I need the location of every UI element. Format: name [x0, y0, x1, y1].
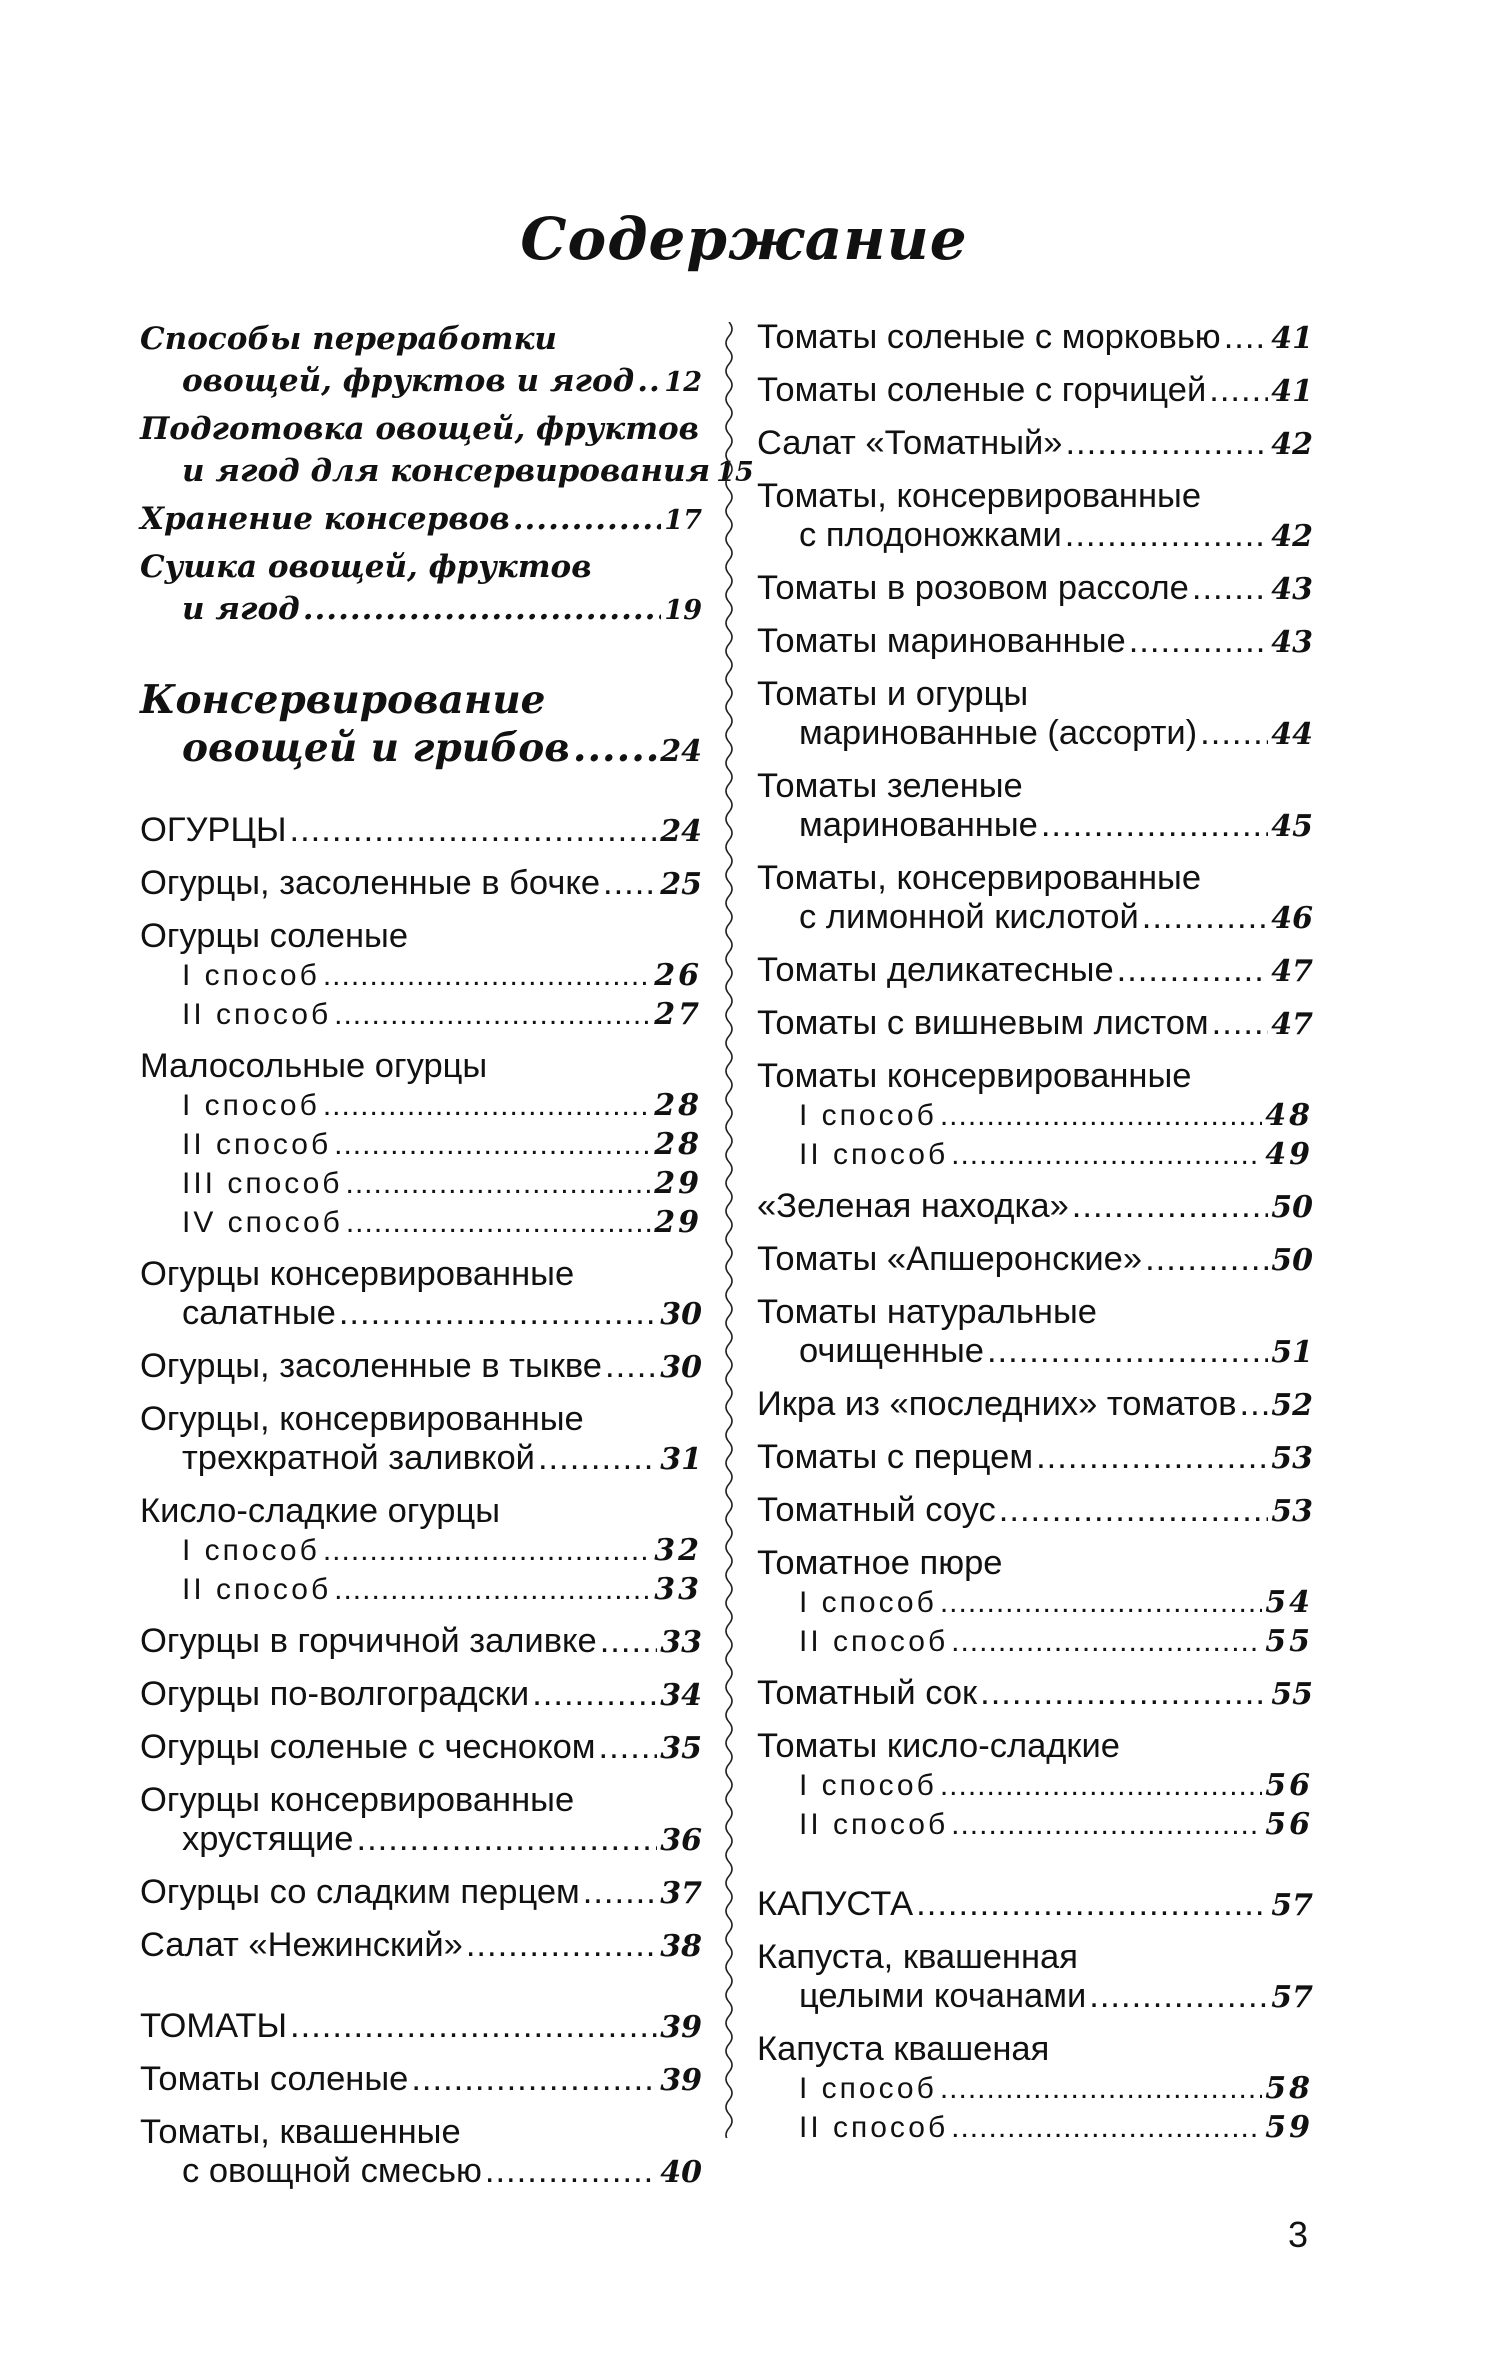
- dot-leader: [357, 1820, 658, 1859]
- dot-leader: [1065, 516, 1269, 555]
- entry-title: Способы переработки: [140, 321, 557, 357]
- toc-entry[interactable]: [140, 864, 702, 904]
- entry-title: хрустящие: [182, 1820, 354, 1858]
- page-ref: 51: [1271, 1335, 1313, 1370]
- entry-title: I способ: [182, 959, 320, 992]
- page-ref: 46: [1271, 901, 1313, 936]
- toc-entry[interactable]: [140, 408, 754, 494]
- entry-title: Томаты, консервированные: [757, 859, 1202, 897]
- entry-title: Томаты с перцем: [757, 1438, 1034, 1476]
- entry-title: Огурцы, консервированные: [140, 1400, 584, 1438]
- entry-title: Томатный сок: [757, 1674, 978, 1712]
- toc-entry[interactable]: [757, 1885, 1313, 1925]
- page-ref: 32: [654, 1533, 702, 1568]
- dot-leader: [916, 1885, 1268, 1924]
- entry-title: Томаты соленые с горчицей: [757, 371, 1207, 409]
- page-ref: 35: [660, 1731, 702, 1766]
- dot-leader: [951, 2108, 1262, 2147]
- toc-entry[interactable]: [757, 1004, 1313, 1044]
- toc-entry[interactable]: [757, 1438, 1313, 1478]
- page-ref: 55: [1265, 1624, 1313, 1659]
- dot-leader: [1209, 371, 1268, 410]
- page-ref: 17: [664, 505, 702, 536]
- page-ref: 40: [660, 2155, 702, 2190]
- section-heading[interactable]: [140, 676, 702, 776]
- page-ref: 24: [660, 814, 702, 849]
- page-ref: 45: [1271, 809, 1313, 844]
- dot-leader: [1192, 569, 1268, 608]
- entry-title: с плодоножками: [799, 516, 1062, 554]
- dot-leader: [1145, 1240, 1268, 1279]
- toc-entry[interactable]: [140, 811, 702, 851]
- page-ref: 31: [660, 1442, 702, 1477]
- entry-title: I способ: [799, 2072, 937, 2105]
- dot-leader: [339, 1294, 657, 1333]
- entry-title: «Зеленая находка»: [757, 1187, 1069, 1225]
- entry-title: II способ: [182, 1573, 332, 1606]
- entry-title: Томаты натуральные: [757, 1293, 1097, 1331]
- toc-entry[interactable]: [140, 1347, 702, 1387]
- page-ref: 48: [1265, 1098, 1313, 1133]
- entry-title: Подготовка овощей, фруктов: [140, 411, 700, 447]
- entry-title: Огурцы со сладким перцем: [140, 1873, 580, 1911]
- page-ref: 42: [1271, 427, 1313, 462]
- toc-entry[interactable]: [757, 1293, 1313, 1372]
- dot-leader: [513, 498, 662, 540]
- entry-title: Капуста квашеная: [757, 2030, 1050, 2068]
- dot-leader: [999, 1491, 1268, 1530]
- dot-leader: [323, 956, 651, 995]
- page-ref: 29: [654, 1205, 702, 1240]
- dot-leader: [1117, 951, 1269, 990]
- page-ref: 47: [1271, 954, 1313, 989]
- entry-title: Хранение консервов: [140, 501, 510, 537]
- page-ref: 29: [654, 1166, 702, 1201]
- dot-leader: [1240, 1385, 1269, 1424]
- page-ref: 26: [654, 958, 702, 993]
- dot-leader: [334, 1125, 651, 1164]
- entry-title: Томаты и огурцы: [757, 675, 1029, 713]
- toc-entry[interactable]: [140, 2060, 702, 2100]
- page-ref: 12: [664, 367, 702, 398]
- entry-title: Томатный соус: [757, 1491, 996, 1529]
- toc-entry[interactable]: [140, 1255, 702, 1334]
- toc-entry[interactable]: [757, 1385, 1313, 1425]
- page-ref: 39: [660, 2063, 702, 2098]
- entry-title: Томаты, квашенные: [140, 2113, 461, 2151]
- entry-title: II способ: [799, 2111, 949, 2144]
- toc-entry[interactable]: [140, 1781, 702, 1860]
- entry-title: Огурцы консервированные: [140, 1781, 575, 1819]
- right-entries: [757, 318, 1313, 2147]
- page-ref: 50: [1271, 1190, 1313, 1225]
- dot-leader: [1129, 622, 1269, 661]
- toc-entry[interactable]: [757, 1491, 1313, 1531]
- toc-entry[interactable]: [757, 1674, 1313, 1714]
- entry-title: I способ: [799, 1586, 937, 1619]
- toc-entry[interactable]: [757, 675, 1313, 754]
- page-ref: 28: [654, 1088, 702, 1123]
- entry-title: овощей, фруктов и ягод: [182, 363, 635, 399]
- page-ref: 30: [660, 1350, 702, 1385]
- dot-leader: [538, 1439, 657, 1478]
- page-ref: 38: [660, 1929, 702, 1964]
- toc-entry[interactable]: [757, 2030, 1313, 2147]
- dot-leader: [1072, 1187, 1268, 1226]
- toc-entry[interactable]: [757, 951, 1313, 991]
- toc-entry[interactable]: [757, 622, 1313, 662]
- page-ref: 27: [654, 997, 702, 1032]
- entry-title: II способ: [182, 1128, 332, 1161]
- entry-title: Кисло-сладкие огурцы: [140, 1492, 501, 1530]
- entry-title: Томатное пюре: [757, 1544, 1003, 1582]
- entry-title: Малосольные огурцы: [140, 1047, 488, 1085]
- page-ref: 42: [1271, 519, 1313, 554]
- dot-leader: [303, 588, 662, 630]
- page-ref: 36: [660, 1823, 702, 1858]
- entry-title: с овощной смесью: [182, 2152, 482, 2190]
- intro-entries: [140, 318, 754, 632]
- page-title: Содержание: [520, 205, 968, 273]
- page-ref: 56: [1265, 1768, 1313, 1803]
- entry-title: салатные: [182, 1294, 336, 1332]
- toc-entry[interactable]: [757, 371, 1313, 411]
- entry-title: Огурцы в горчичной заливке: [140, 1622, 597, 1660]
- dot-leader: [951, 1135, 1262, 1174]
- entry-title: I способ: [182, 1534, 320, 1567]
- wavy-divider: [722, 322, 736, 2138]
- dot-leader: [583, 1873, 658, 1912]
- entry-title: Сушка овощей, фруктов: [140, 549, 592, 585]
- page-ref: 30: [660, 1297, 702, 1332]
- toc-left-column: [140, 318, 754, 2205]
- page-ref: 53: [1271, 1441, 1313, 1476]
- page-ref: 55: [1271, 1677, 1313, 1712]
- entry-title: Томаты «Апшеронские»: [757, 1240, 1143, 1278]
- toc-entry[interactable]: [757, 1240, 1313, 1280]
- entry-title: маринованные (ассорти): [799, 714, 1198, 752]
- dot-leader: [1212, 1004, 1269, 1043]
- entry-title: II способ: [799, 1808, 949, 1841]
- entry-title: Огурцы, засоленные в бочке: [140, 864, 601, 902]
- dot-leader: [323, 1531, 651, 1570]
- toc-entry[interactable]: [140, 498, 702, 542]
- page-number: 3: [1288, 2214, 1309, 2255]
- entry-title: Огурцы соленые: [140, 917, 409, 955]
- page-ref: 50: [1271, 1243, 1313, 1278]
- dot-leader: [1089, 1977, 1268, 2016]
- entry-title: IV способ: [182, 1206, 343, 1239]
- dot-leader: [940, 1766, 1262, 1805]
- page-ref: 41: [1271, 321, 1313, 356]
- page-ref: 28: [654, 1127, 702, 1162]
- toc-entry[interactable]: [757, 1057, 1313, 1174]
- toc-entry[interactable]: [757, 859, 1313, 938]
- toc-entry[interactable]: [757, 569, 1313, 609]
- page-ref: 39: [660, 2010, 702, 2045]
- toc-entry[interactable]: [140, 2007, 702, 2047]
- dot-leader: [411, 2060, 657, 2099]
- page-ref: 41: [1271, 374, 1313, 409]
- dot-leader: [605, 1347, 657, 1386]
- dot-leader: [980, 1674, 1268, 1713]
- page-ref: 43: [1271, 625, 1313, 660]
- entry-title: I способ: [182, 1089, 320, 1122]
- toc-entry[interactable]: [140, 1492, 702, 1609]
- dot-leader: [603, 864, 657, 903]
- toc-entry[interactable]: [140, 1047, 702, 1242]
- page-ref: 37: [660, 1876, 702, 1911]
- entry-title: Томаты соленые с морковью: [757, 318, 1221, 356]
- toc-entry[interactable]: [140, 1873, 702, 1913]
- page-ref: 56: [1265, 1807, 1313, 1842]
- page-ref: 44: [1271, 717, 1313, 752]
- dot-leader: [951, 1622, 1262, 1661]
- dot-leader: [290, 811, 658, 850]
- entry-title: маринованные: [799, 806, 1038, 844]
- page-ref: 58: [1265, 2071, 1313, 2106]
- toc-entry[interactable]: [757, 1187, 1313, 1227]
- dot-leader: [940, 2069, 1262, 2108]
- dot-leader: [1142, 898, 1269, 937]
- toc-entry[interactable]: [757, 1544, 1313, 1661]
- entry-title: трехкратной заливкой: [182, 1439, 535, 1477]
- entry-title: II способ: [182, 998, 332, 1031]
- dot-leader: [345, 1164, 651, 1203]
- entry-title: Томаты соленые: [140, 2060, 409, 2098]
- entry-title: целыми кочанами: [799, 1977, 1087, 2015]
- toc-entry[interactable]: [757, 1938, 1313, 2017]
- entry-title: II способ: [799, 1138, 949, 1171]
- page-ref: 53: [1271, 1494, 1313, 1529]
- page-ref: 33: [660, 1625, 702, 1660]
- entry-title: ОГУРЦЫ: [140, 811, 287, 849]
- section-heading-line2: овощей и грибов ..... 24: [140, 724, 702, 776]
- dot-leader: [485, 2152, 657, 2191]
- toc-entry[interactable]: [140, 1675, 702, 1715]
- page-ref: 59: [1265, 2110, 1313, 2145]
- toc-entry[interactable]: [140, 917, 702, 1034]
- toc-entry[interactable]: [140, 1400, 702, 1479]
- entry-title: с лимонной кислотой: [799, 898, 1139, 936]
- page-ref: 43: [1271, 572, 1313, 607]
- dot-leader: [323, 1086, 651, 1125]
- entry-title: Огурцы соленые с чесноком: [140, 1728, 596, 1766]
- dot-leader: [599, 1728, 658, 1767]
- page-ref: 57: [1271, 1888, 1313, 1923]
- section-heading-line1: Консервирование: [140, 677, 546, 723]
- entry-title: Огурцы консервированные: [140, 1255, 575, 1293]
- entry-title: Томаты с вишневым листом: [757, 1004, 1209, 1042]
- toc-right-column: [757, 318, 1313, 2160]
- entry-title: Томаты деликатесные: [757, 951, 1114, 989]
- dot-leader: [346, 1203, 651, 1242]
- entry-title: Томаты консервированные: [757, 1057, 1192, 1095]
- entry-title: Томаты зеленые: [757, 767, 1023, 805]
- dot-leader: [1041, 806, 1268, 845]
- page-ref: 15: [716, 457, 754, 488]
- entry-title: Капуста, квашенная: [757, 1938, 1078, 1976]
- entry-title: Огурцы по-волгоградски: [140, 1675, 530, 1713]
- dot-leader: [532, 1675, 657, 1714]
- entry-title: II способ: [799, 1625, 949, 1658]
- entry-title: Томаты маринованные: [757, 622, 1126, 660]
- dot-leader: [637, 360, 661, 402]
- page-ref: 33: [654, 1572, 702, 1607]
- entry-title: Огурцы, засоленные в тыкве: [140, 1347, 602, 1385]
- entry-title: и ягод для консервирования: [182, 453, 711, 489]
- dot-leader: [290, 2007, 657, 2046]
- page-ref: 52: [1271, 1388, 1313, 1423]
- page-ref: 34: [660, 1678, 702, 1713]
- toc-entry[interactable]: [140, 318, 702, 404]
- dot-leader: [987, 1332, 1268, 1371]
- entry-title: КАПУСТА: [757, 1885, 914, 1923]
- entry-title: Томаты кисло-сладкие: [757, 1727, 1120, 1765]
- dot-leader: [466, 1926, 657, 1965]
- page-ref: 19: [664, 595, 702, 626]
- entry-title: Салат «Нежинский»: [140, 1926, 463, 1964]
- page-ref: 47: [1271, 1007, 1313, 1042]
- dot-leader: [334, 995, 651, 1034]
- page-ref: 25: [660, 867, 702, 902]
- entry-title: Томаты в розовом рассоле: [757, 569, 1189, 607]
- dot-leader: [940, 1096, 1262, 1135]
- page-ref: 54: [1265, 1585, 1313, 1620]
- entry-title: I способ: [799, 1769, 937, 1802]
- dot-leader: [1065, 424, 1268, 463]
- entry-title: I способ: [799, 1099, 937, 1132]
- toc-entry[interactable]: [757, 767, 1313, 846]
- toc-entry[interactable]: [140, 1926, 702, 1966]
- entry-title: Томаты, консервированные: [757, 477, 1202, 515]
- dot-leader: [1224, 318, 1269, 357]
- dot-leader: [334, 1570, 651, 1609]
- toc-entry[interactable]: [757, 318, 1313, 358]
- toc-entry[interactable]: [140, 1622, 702, 1662]
- toc-entry[interactable]: [140, 546, 702, 632]
- page-ref: 57: [1271, 1980, 1313, 2015]
- entry-title: Салат «Томатный»: [757, 424, 1063, 462]
- toc-entry[interactable]: [757, 477, 1313, 556]
- dot-leader: [1036, 1438, 1268, 1477]
- left-entries: [140, 811, 702, 2192]
- entry-title: III способ: [182, 1167, 343, 1200]
- page-ref: 49: [1265, 1137, 1313, 1172]
- entry-title: Икра из «последних» томатов: [757, 1385, 1237, 1423]
- entry-title: очищенные: [799, 1332, 984, 1370]
- toc-entry[interactable]: [757, 1727, 1313, 1844]
- dot-leader: [1200, 714, 1268, 753]
- dot-leader: [951, 1805, 1262, 1844]
- dot-leader: [600, 1622, 658, 1661]
- toc-entry[interactable]: [140, 1728, 702, 1768]
- entry-title: ТОМАТЫ: [140, 2007, 288, 2045]
- toc-entry[interactable]: [140, 2113, 702, 2192]
- entry-title: и ягод: [182, 591, 300, 627]
- dot-leader: [940, 1583, 1262, 1622]
- toc-entry[interactable]: [757, 424, 1313, 464]
